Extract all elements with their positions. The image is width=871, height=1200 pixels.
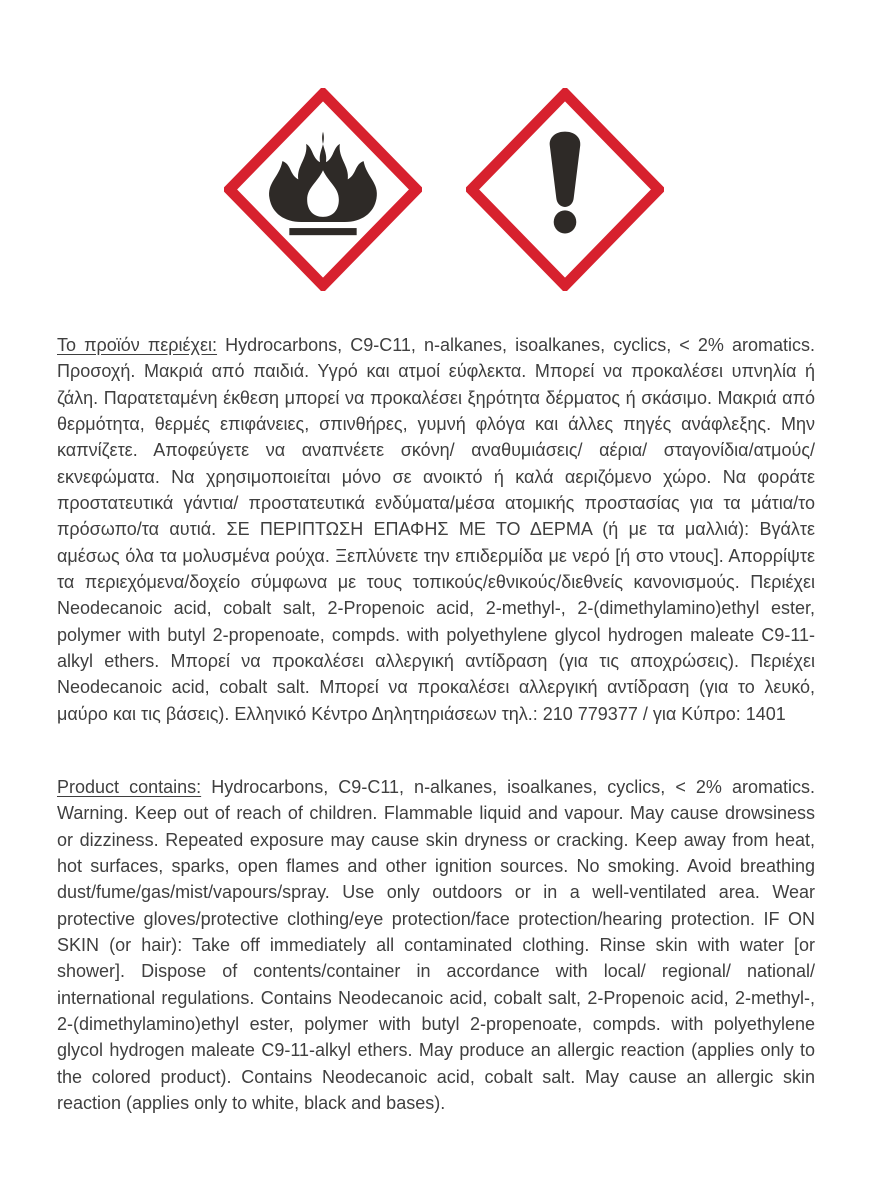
english-lead-label: Product contains: [57, 777, 202, 797]
ghs-flammable-pictogram [224, 88, 422, 291]
greek-lead-label: Το προϊόν περιέχει: [57, 335, 218, 355]
ghs-warning-pictogram [466, 88, 664, 291]
english-warning-paragraph [57, 774, 815, 1116]
greek-body-text: Hydrocarbons, C9-C11, n-alkanes, isoalkanes, cyclics, < 2% aromatics. Προσοχή. Μακριά από παιδιά. Υγρό και ατμοί εύφλεκτα. Μπορεί να προκαλέσει υπνηλία ή ζάλη. Παρατεταμένη έκθεση μπορεί να προκαλέσει ξηρότητα δέρματος ή σκάσιμο. Μακριά από θερμότητα, θερμές επιφάνειες, σπινθήρες, γυμνή φλόγα και άλλες πηγές ανάφλεξης. Μην καπνίζετε. Αποφεύγετε να αναπνέετε σκόνη/ αναθυμιάσεις/ αέρια/ σταγονίδια/ατμούς/εκνεφώματα. Να χρησιμοποιείται μόνο σε ανοικτό ή καλά αεριζόμενο χώρο. Να φοράτε προστατευτικά γάντια/ προστατευτικά ενδύματα/μέσα ατομικής προστασίας για τα μάτια/το πρόσωπο/τα αυτιά. ΣΕ ΠΕΡΙΠΤΩΣΗ ΕΠΑΦΗΣ ΜΕ ΤΟ ΔΕΡΜΑ (ή με τα μαλλιά): Βγάλτε αμέσως όλα τα μολυσμένα ρούχα. Ξεπλύνετε την επιδερμίδα με νερό [ή στο ντους]. Απορρίψτε τα περιεχόμενα/δοχείο σύμφωνα με τους τοπικούς/εθνικούς/διεθνείς κανονισμούς. Περιέχει Neodecanoic acid, cobalt salt, 2-Propenoic acid, 2-methyl-, 2-(dimethylamino)ethyl ester, polymer with butyl 2-propenoate, compds. with polyethylene glycol hydrogen maleate C9-11-alkyl ethers. Μπορεί να προκαλέσει αλλεργική αντίδραση (για τις αποχρώσεις). Περιέχει Neodecanoic acid, cobalt salt. Μπορεί να προκαλέσει αλλεργική αντίδραση (για το λευκό, μαύρο και τις βάσεις). Ελληνικό Κέντρο Δηλητηριάσεων τηλ.: 210 779377 / για Κύπρο: 1401 [57, 335, 815, 724]
english-body-text: Hydrocarbons, C9-C11, n-alkanes, isoalkanes, cyclics, < 2% aromatics. Warning. Keep out of reach of children. Flammable liquid and vapour. May cause drowsiness or dizziness. Repeated exposure may cause skin dryness or cracking. Keep away from heat, hot surfaces, sparks, open flames and other ignition sources. No smoking. Avoid breathing dust/fume/gas/mist/vapours/spray. Use only outdoors or in a well-ventilated area. Wear protective gloves/protective clothing/eye protection/face protection/hearing protection. IF ON SKIN (or hair): Take off immediately all contaminated clothing. Rinse skin with water [or shower]. Dispose of contents/container in accordance with local/ regional/ national/ international regulations. Contains Neodecanoic acid, cobalt salt, 2-Propenoic acid, 2-methyl-, 2-(dimethylamino)ethyl ester, polymer with butyl 2-propenoate, compds. with polyethylene glycol hydrogen maleate C9-11-alkyl ethers. May produce an allergic reaction (applies only to the colored product). Contains Neodecanoic acid, cobalt salt. May cause an allergic skin reaction (applies only to white, black and bases). [57, 777, 815, 1114]
greek-warning-paragraph [57, 332, 815, 727]
pictogram-row [8, 88, 871, 291]
